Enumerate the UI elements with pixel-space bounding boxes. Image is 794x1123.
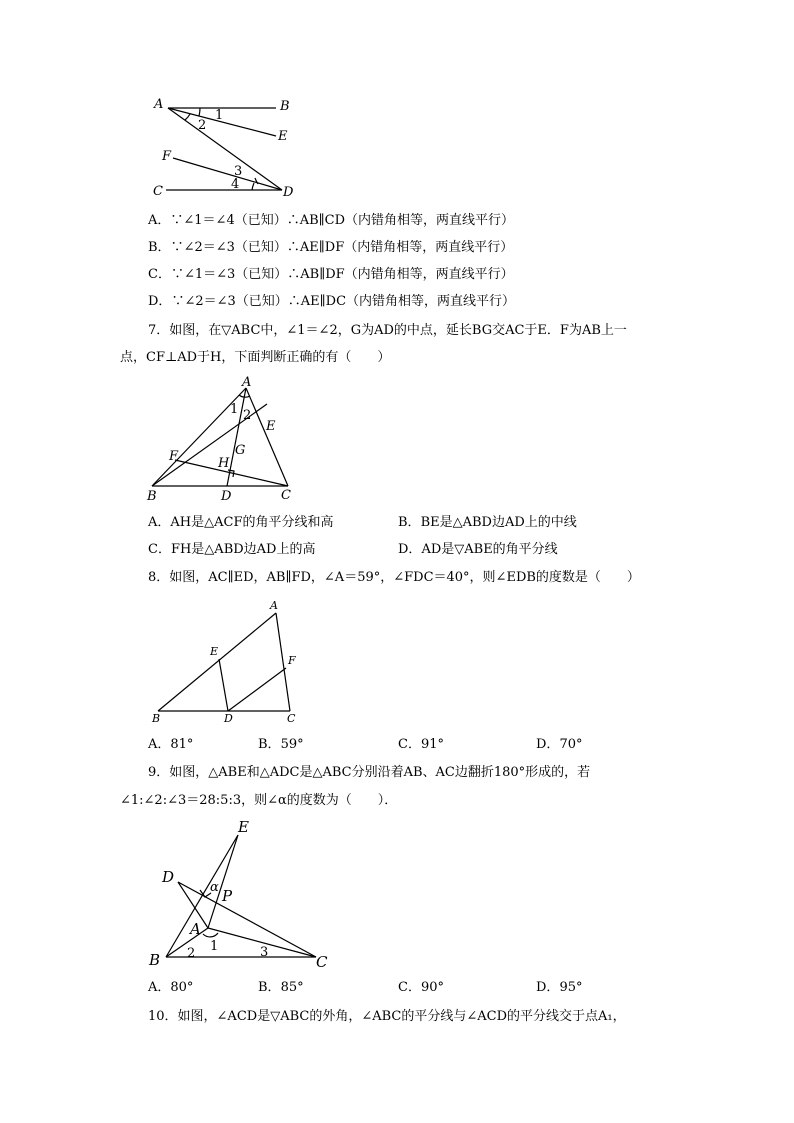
- q8-option-d: D．70°: [536, 737, 583, 752]
- fig1-label-A: A: [154, 97, 164, 112]
- fig1-label-D: D: [283, 185, 294, 200]
- fig1-label-E: E: [278, 129, 288, 144]
- fig8-label-C: C: [287, 712, 296, 725]
- q6-option-c: C．∵∠1＝∠3（已知）∴AB∥DF（内错角相等，两直线平行）: [148, 267, 514, 282]
- q6-option-b: B．∵∠2＝∠3（已知）∴AE∥DF（内错角相等，两直线平行）: [148, 240, 514, 255]
- q7-option-c: C．FH是△ABD边AD上的高: [148, 542, 316, 557]
- fig7-label-C: C: [281, 488, 291, 503]
- fig9-label-3: 3: [260, 945, 269, 960]
- q9-option-d: D．95°: [536, 980, 583, 995]
- fig1-label-1: 1: [215, 108, 224, 123]
- fig1-label-C: C: [153, 184, 163, 199]
- q9-stem-line1: 9．如图，△ABE和△ADC是△ABC分别沿着AB、AC边翻折180°形成的，若: [148, 765, 591, 780]
- q9-option-c: C．90°: [398, 980, 444, 995]
- q6-option-a: A．∵∠1＝∠4（已知）∴AB∥CD（内错角相等，两直线平行）: [148, 213, 515, 228]
- fig9-label-C: C: [316, 953, 328, 971]
- fig7-label-B: B: [147, 489, 157, 504]
- fig7-label-E: E: [266, 419, 276, 434]
- q9-option-a: A．80°: [148, 980, 194, 995]
- fig9-label-E: E: [238, 818, 249, 836]
- q8-option-b: B．59°: [258, 737, 304, 752]
- fig9-label-D: D: [162, 868, 175, 886]
- q8-stem-line1: 8．如图，AC∥ED，AB∥FD，∠A＝59°，∠FDC＝40°，则∠EDB的度数是（ ）: [148, 570, 640, 585]
- fig8-label-D: D: [224, 712, 233, 725]
- fig1-label-3: 3: [234, 164, 243, 179]
- fig9-label-A: A: [190, 920, 201, 938]
- q7-option-d: D．AD是▽ABE的角平分线: [398, 542, 558, 557]
- q9-stem-line2: ∠1:∠2:∠3＝28:5:3，则∠α的度数为（ ）．: [120, 793, 398, 808]
- fig1-label-2: 2: [198, 118, 207, 133]
- q7-option-a: A．AH是△ACF的角平分线和高: [148, 515, 334, 530]
- q7-stem-line1: 7．如图，在▽ABC中，∠1＝∠2，G为AD的中点，延长BG交AC于E．F为AB上一: [148, 323, 627, 338]
- q7-option-b: B．BE是△ABD边AD上的中线: [398, 515, 577, 530]
- fig1-label-B: B: [280, 99, 290, 114]
- fig9-label-alpha: α: [210, 880, 219, 895]
- fig8-label-F: F: [288, 654, 296, 667]
- fig7-label-1: 1: [230, 402, 239, 417]
- fig9-label-2: 2: [187, 946, 196, 961]
- fig7-label-A: A: [242, 375, 252, 390]
- fig7-label-F: F: [169, 449, 179, 464]
- fig8-label-E: E: [210, 645, 219, 658]
- q8-option-c: C．91°: [398, 737, 444, 752]
- fig7-label-H: H: [218, 456, 230, 471]
- q10-stem-line1: 10．如图，∠ACD是▽ABC的外角，∠ABC的平分线与∠ACD的平分线交于点A₁，: [148, 1009, 626, 1024]
- fig9-label-P: P: [222, 887, 233, 905]
- fig7-label-G: G: [235, 443, 246, 458]
- q7-stem-line2: 点，CF⊥AD于H，下面判断正确的有（ ）: [120, 350, 391, 365]
- fig8-label-A: A: [270, 599, 278, 612]
- fig8-label-B: B: [152, 712, 161, 725]
- q8-option-a: A．81°: [148, 737, 194, 752]
- fig7-label-2: 2: [243, 408, 252, 423]
- fig9-label-1: 1: [210, 939, 219, 954]
- q6-option-d: D．∵∠2＝∠3（已知）∴AE∥DC（内错角相等，两直线平行）: [148, 294, 516, 309]
- fig1-label-4: 4: [231, 177, 240, 192]
- fig7-label-D: D: [221, 489, 232, 504]
- fig1-label-F: F: [162, 149, 172, 164]
- fig9-label-B: B: [149, 951, 161, 969]
- q9-option-b: B．85°: [258, 980, 304, 995]
